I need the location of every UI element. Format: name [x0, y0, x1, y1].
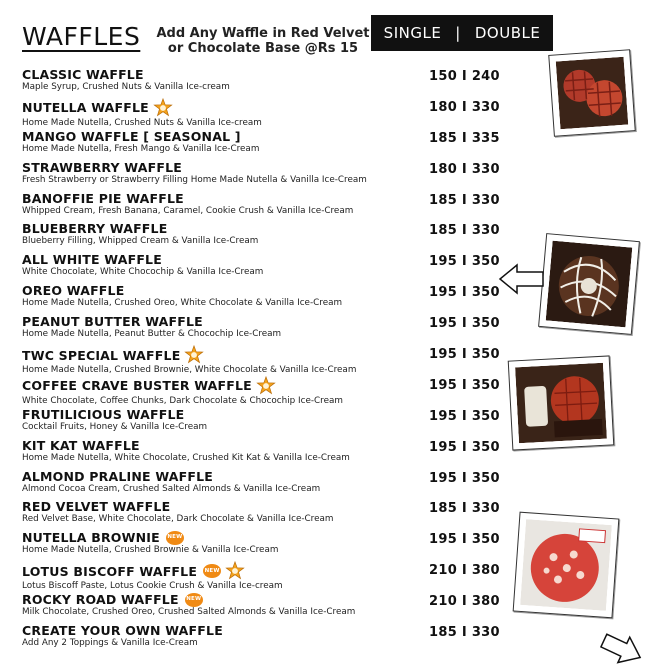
item-name: LOTUS BISCOFF WAFFLE: [22, 563, 198, 579]
item-name: ALL WHITE WAFFLE: [22, 252, 162, 268]
menu-item: [22, 191, 502, 222]
item-description: Cocktail Fruits, Honey & Vanilla Ice-Cream: [22, 421, 208, 432]
waffle-image: [546, 241, 633, 328]
item-price: 185 I 330: [429, 223, 500, 239]
item-description: Home Made Nutella, Peanut Butter & Chocochip Ice-Cream: [22, 329, 282, 340]
item-name: FRUTILICIOUS WAFFLE: [22, 406, 185, 422]
item-price: 185 I 330: [429, 625, 500, 641]
item-price: 210 I 380: [429, 563, 500, 579]
item-name: NUTELLA WAFFLE: [22, 100, 149, 116]
menu-subtitle: [148, 26, 378, 56]
item-description: Home Made Nutella, Crushed Brownie & Vanilla Ice-Cream: [22, 545, 279, 556]
item-price: 195 I 350: [429, 377, 500, 393]
waffle-image: [515, 363, 607, 444]
item-name: OREO WAFFLE: [22, 283, 125, 299]
menu-item: [22, 469, 502, 500]
new-badge: NEW: [166, 531, 184, 545]
menu-list: [22, 67, 502, 654]
item-price: 210 I 380: [429, 594, 500, 610]
item-name: BLUEBERRY WAFFLE: [22, 221, 168, 237]
menu-item: [22, 438, 502, 469]
subtitle-line-1: Add Any Waffle in Red Velvet: [156, 26, 370, 41]
item-price: 180 I 330: [429, 99, 500, 115]
item-description: White Chocolate, White Chocochip & Vanilla Ice-Cream: [22, 267, 264, 278]
menu-item: [22, 530, 502, 561]
menu-item: [22, 376, 502, 407]
item-description: Home Made Nutella, Fresh Mango & Vanilla Ice-Cream: [22, 143, 260, 154]
item-description: Red Velvet Base, White Chocolate, Dark Chocolate & Vanilla Ice-Cream: [22, 514, 334, 525]
menu-item: [22, 283, 502, 314]
item-name: ALMOND PRALINE WAFFLE: [22, 468, 214, 484]
subtitle-line-2: or Chocolate Base @Rs 15: [167, 41, 359, 56]
item-name: NUTELLA BROWNIE: [22, 530, 160, 546]
menu-item: [22, 160, 502, 191]
menu-item: [22, 623, 502, 654]
item-name: COFFEE CRAVE BUSTER WAFFLE: [22, 378, 252, 394]
item-price: 185 I 335: [429, 130, 500, 146]
menu-item: [22, 221, 502, 252]
item-description: Fresh Strawberry or Strawberry Filling Home Made Nutella & Vanilla Ice-Cream: [22, 174, 367, 185]
item-price: 195 I 350: [429, 408, 500, 424]
waffle-image: [520, 519, 612, 611]
menu-title: WAFFLES: [22, 22, 141, 51]
item-name: TWC SPECIAL WAFFLE: [22, 347, 181, 363]
menu-item: [22, 252, 502, 283]
size-header: [371, 15, 553, 51]
item-price: 185 I 330: [429, 192, 500, 208]
menu-item: [22, 407, 502, 438]
item-price: 195 I 350: [429, 285, 500, 301]
item-description: White Chocolate, Coffee Chunks, Dark Chocolate & Chocochip Ice-Cream: [22, 395, 343, 406]
size-single-label: SINGLE: [383, 24, 442, 42]
menu-item: [22, 129, 502, 160]
item-description: Lotus Biscoff Paste, Lotus Cookie Crush & Vanilla Ice-cream: [22, 581, 283, 592]
menu-item: [22, 67, 502, 98]
menu-item: [22, 499, 502, 530]
waffle-photo-4: [513, 512, 620, 619]
item-description: Maple Syrup, Crushed Nuts & Vanilla Ice-cream: [22, 82, 230, 92]
item-name: STRAWBERRY WAFFLE: [22, 159, 182, 175]
item-description: Milk Chocolate, Crushed Oreo, Crushed Salted Almonds & Vanilla Ice-Cream: [22, 607, 356, 618]
item-description: Whipped Cream, Fresh Banana, Caramel, Cookie Crush & Vanilla Ice-Cream: [22, 205, 354, 216]
new-badge: NEW: [185, 593, 203, 607]
size-double-label: DOUBLE: [474, 24, 541, 42]
menu-item: [22, 98, 502, 129]
arrow-icon: [600, 632, 646, 666]
arrow-icon: [497, 262, 545, 296]
item-name: RED VELVET WAFFLE: [22, 499, 171, 515]
size-separator: |: [455, 24, 461, 42]
item-description: Home Made Nutella, Crushed Oreo, White Chocolate & Vanilla Ice-Cream: [22, 298, 343, 309]
item-price: 195 I 350: [429, 439, 500, 455]
item-name: ROCKY ROAD WAFFLE: [22, 592, 179, 608]
item-name: PEANUT BUTTER WAFFLE: [22, 314, 203, 330]
item-price: 185 I 330: [429, 501, 500, 517]
item-description: Home Made Nutella, Crushed Nuts & Vanilla Ice-cream: [22, 117, 262, 128]
waffle-image: [556, 57, 629, 130]
item-price: 180 I 330: [429, 161, 500, 177]
item-price: 150 I 240: [429, 69, 500, 84]
menu-item: [22, 592, 502, 623]
item-name: BANOFFIE PIE WAFFLE: [22, 190, 184, 206]
star-icon: [256, 376, 276, 396]
menu-item: [22, 345, 502, 376]
item-price: 195 I 350: [429, 347, 500, 363]
waffle-photo-3: [508, 355, 615, 450]
item-price: 195 I 350: [429, 254, 500, 270]
item-description: Home Made Nutella, Crushed Brownie, White Chocolate & Vanilla Ice-Cream: [22, 365, 357, 376]
item-name: KIT KAT WAFFLE: [22, 437, 140, 453]
item-name: CLASSIC WAFFLE: [22, 67, 144, 82]
new-badge: NEW: [203, 564, 221, 578]
menu-item: [22, 314, 502, 345]
star-icon: [153, 98, 173, 118]
item-description: Home Made Nutella, White Chocolate, Crushed Kit Kat & Vanilla Ice-Cream: [22, 452, 350, 463]
item-price: 195 I 350: [429, 470, 500, 486]
waffle-photo-2: [538, 233, 640, 335]
item-description: Add Any 2 Toppings & Vanilla Ice-Cream: [22, 638, 198, 649]
star-icon: [225, 561, 245, 581]
item-name: MANGO WAFFLE [ SEASONAL ]: [22, 128, 241, 144]
menu-item: [22, 561, 502, 592]
star-icon: [184, 345, 204, 365]
item-price: 195 I 350: [429, 316, 500, 332]
item-description: Blueberry Filling, Whipped Cream & Vanilla Ice-Cream: [22, 236, 259, 247]
item-name: CREATE YOUR OWN WAFFLE: [22, 623, 223, 639]
waffle-photo-1: [548, 49, 636, 137]
item-price: 195 I 350: [429, 532, 500, 548]
item-description: Almond Cocoa Cream, Crushed Salted Almonds & Vanilla Ice-Cream: [22, 483, 321, 494]
